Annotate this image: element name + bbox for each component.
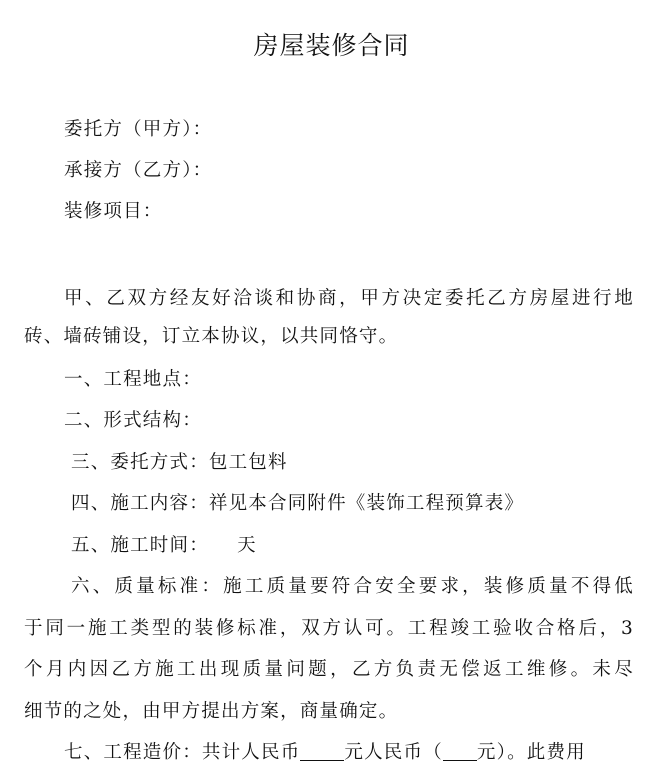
- project-label: 装修项目：: [64, 201, 163, 222]
- clause-quality-line-2: 于同一施工类型的装修标准，双方认可。工程竣工验收合格后，3: [24, 618, 634, 639]
- clause-structure: 二、形式结构：: [64, 410, 202, 431]
- cost-amount-figure-blank: [443, 742, 477, 761]
- contractor-party-label: 承接方（乙方）：: [64, 160, 213, 181]
- clause-cost-part-3: 元）。此费用: [476, 742, 586, 763]
- clause-content: 四、施工内容：祥见本合同附件《装饰工程预算表》: [71, 493, 525, 514]
- clause-time-unit: 天: [237, 535, 257, 556]
- intro-line-2: 砖、墙砖铺设，订立本协议，以共同恪守。: [24, 326, 399, 347]
- document-title: 房屋装修合同: [253, 31, 410, 60]
- clause-cost-part-1: 七、工程造价：共计人民币: [64, 742, 301, 763]
- clause-cost: [64, 741, 586, 765]
- clause-time: [71, 534, 257, 558]
- clause-mode: 三、委托方式：包工包料: [71, 452, 288, 473]
- clause-cost-part-2: 元人民币（: [344, 742, 443, 763]
- clause-time-label: 五、施工时间：: [71, 535, 209, 556]
- clause-quality-line-1: 六、质量标准：施工质量要符合安全要求，装修质量不得低: [71, 576, 634, 597]
- cost-amount-blank: [300, 742, 344, 761]
- intro-line-1: 甲、乙双方经友好洽谈和协商，甲方决定委托乙方房屋进行地: [64, 288, 634, 309]
- clause-quality-line-3: 个月内因乙方施工出现质量问题，乙方负责无偿返工维修。未尽: [24, 659, 634, 680]
- clause-quality-line-4: 细节的之处，由甲方提出方案，商量确定。: [24, 701, 399, 722]
- clause-location: 一、工程地点：: [64, 369, 202, 390]
- client-party-label: 委托方（甲方）：: [64, 119, 213, 140]
